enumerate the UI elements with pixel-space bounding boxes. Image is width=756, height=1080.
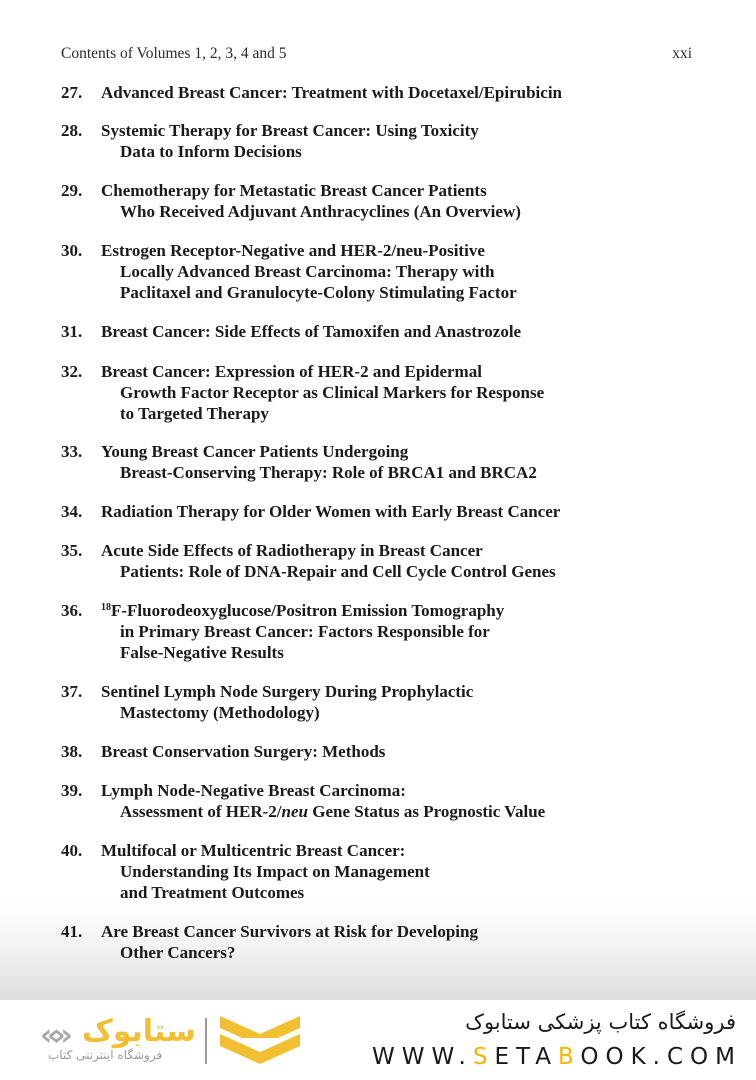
shop-url[interactable]: WWW.SETABOOK.COM [371, 1044, 742, 1070]
running-head-title: Contents of Volumes 1, 2, 3, 4 and 5 [61, 45, 287, 62]
logo-subtitle: فروشگاه اینترنتی کتاب [48, 1048, 163, 1062]
page-number: xxi [672, 45, 692, 62]
double-chevron-icon: «» [40, 1018, 67, 1053]
shop-name: فروشگاه کتاب پزشکی ستابوک [465, 1010, 736, 1034]
setabook-logo [30, 1010, 300, 1072]
document-page: Contents of Volumes 1, 2, 3, 4 and 5 xxi 27. Advanced Breast Cancer: Treatment with Docetaxel/Epirubicin 28. Systemic Therapy for Breast Cancer: Using Toxicity Data to Inform Decisions 29. Chemotherapy for Metastatic Breast Cancer Patients Who Received Adjuvant Anthracyclines (An Overview) 30. Estrogen Receptor-Negative and HER-2/neu-Positive Locally Advanced Breast Carcinoma: Therapy with Paclitaxel and Granulocyte-Colony Stimulating Factor 31. Breast Cancer: Side Effects of Tamoxifen and Anastrozole 32. Breast Cancer: Expression of HER-2 and Epidermal Growth Factor Receptor as Clinical Markers for Response to Targeted Therapy 33. Young Breast Cancer Patients Undergoing Breast-Conserving Therapy: Role of BRCA1 and BRCA2 34. Radiation Therapy for Older Women with Early Breast Cancer 35. Acute Side Effects of Radiotherapy in Breast Cancer Patients: Role of DNA-Repair and Cell Cycle Control Genes 36. $^{18}$F-Fluorodeoxyglucose/Positron Emission Tomography in Primary Breast Cancer: Factors Responsible for False-Negative Results 37. Sentinel Lymph Node Surgery During Prophylactic Mastectomy (Methodology) 38. Breast Conservation Surgery: Methods 39. Lymph Node-Negative Breast Carcinoma: Assessment of HER-2/neu Gene Status as Prognostic Value 40. Multifocal or Multicentric Breast Cancer: Understanding Its Impact on Management and Treatment Outcomes 41. Are Breast Cancer Survivors at Risk for Developing Other Cancers? [0, 0, 756, 1000]
logo-divider [205, 1018, 207, 1064]
logo-wordmark: ستابوک [82, 1014, 196, 1049]
chevron-stack-icon [220, 1016, 300, 1068]
running-head [61, 45, 692, 63]
